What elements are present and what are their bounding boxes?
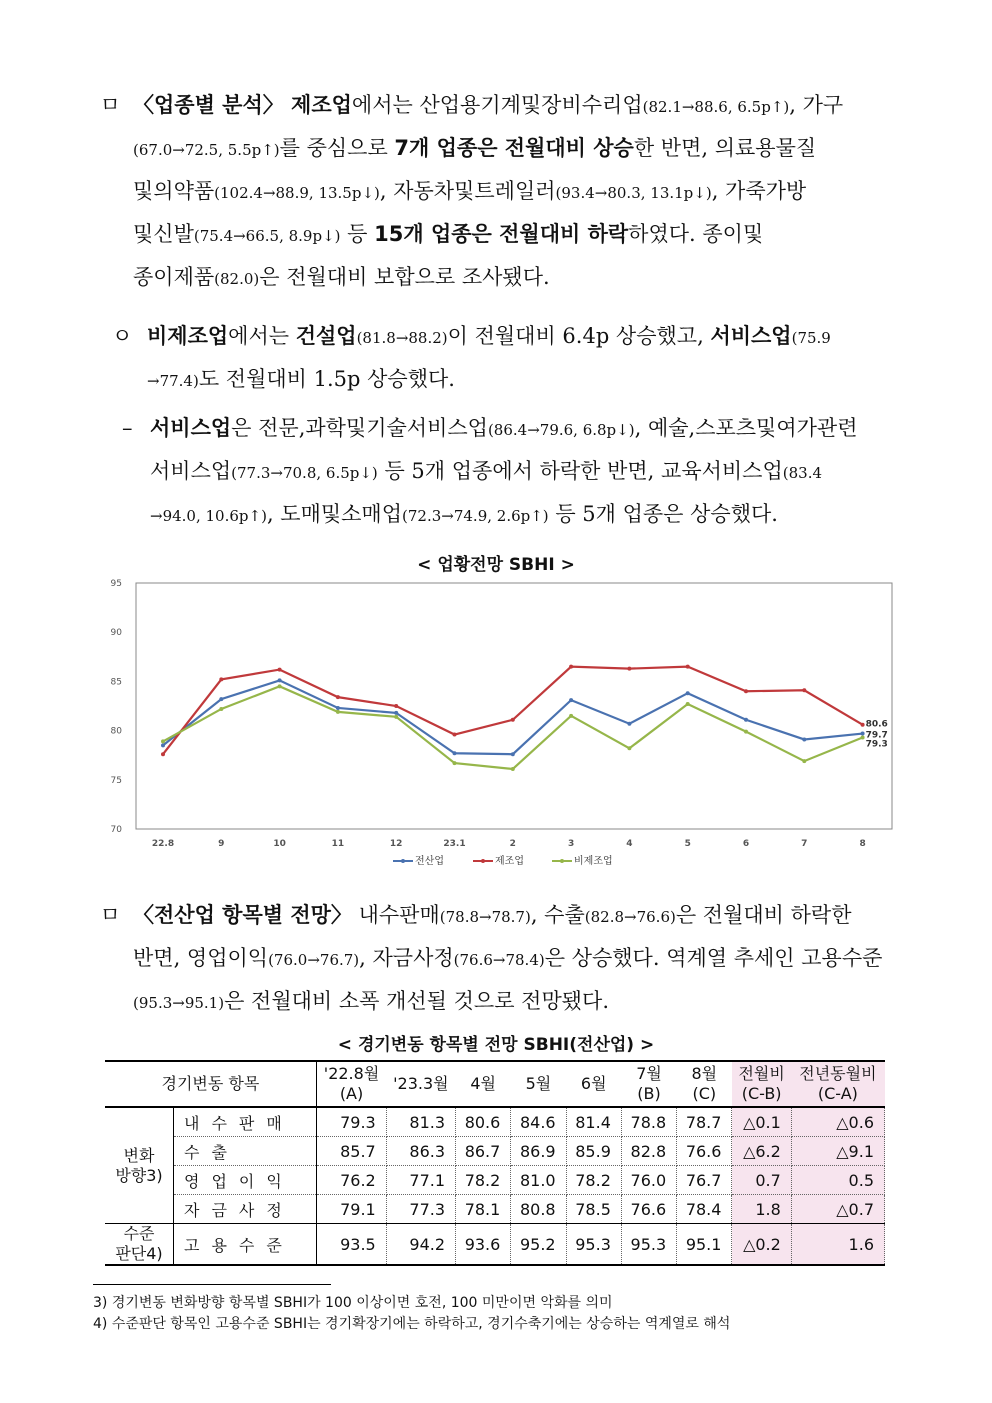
footnote-4: 4) 수준판단 항목인 고용수준 SBHI는 경기확장기에는 하락하고, 경기수축기에는 상승하는 역계열로 해석: [93, 1316, 731, 1332]
section4-line-1: 〈전산업 항목별 전망〉 내수판매(78.8→78.7), 수출(82.8→76.6)은 전월대비 하락한: [133, 903, 852, 927]
table-cell: 95.2: [511, 1224, 566, 1266]
section4-line-3: (95.3→95.1)은 전월대비 소폭 개선될 것으로 전망됐다.: [133, 989, 609, 1013]
data-point: [453, 751, 457, 755]
section1-paragraph: [133, 85, 898, 300]
section2-line-2: →77.4)도 전월대비 1.5p 상승했다.: [147, 367, 455, 391]
group-label: 수준 판단4): [105, 1224, 174, 1266]
data-point: [394, 711, 398, 715]
table-cell: 76.2: [316, 1166, 386, 1195]
x-tick-label: 9: [218, 839, 225, 849]
header-col-1: '22.8월 (A): [316, 1061, 386, 1107]
section1-line-3: 및의약품(102.4→88.9, 13.5p↓), 자동차및트레일러(93.4→80.3, 13.1p↓), 가죽가방: [133, 179, 807, 203]
table-cell: 86.7: [456, 1137, 511, 1166]
item-label: 고용수준: [174, 1224, 317, 1266]
data-point: [569, 665, 573, 669]
data-point: [453, 761, 457, 765]
table-cell: 78.2: [566, 1166, 621, 1195]
data-point: [802, 737, 806, 741]
data-point: [219, 707, 223, 711]
data-point: [744, 730, 748, 734]
header-col-5: 6월: [566, 1061, 621, 1107]
legend-marker: [401, 859, 405, 863]
table-cell: 0.7: [732, 1166, 791, 1195]
table-cell: 78.1: [456, 1195, 511, 1224]
table-cell: △0.7: [791, 1195, 884, 1224]
data-point: [569, 714, 573, 718]
table-cell: 0.5: [791, 1166, 884, 1195]
x-tick-label: 10: [273, 839, 286, 849]
x-tick-label: 3: [567, 839, 575, 849]
y-tick-label: 80: [110, 726, 122, 737]
header-col-3: 4월: [456, 1061, 511, 1107]
table-cell: 94.2: [386, 1224, 455, 1266]
legend-marker: [481, 859, 485, 863]
y-tick-label: 75: [110, 775, 122, 786]
data-point: [861, 735, 865, 739]
table-cell: △0.6: [791, 1107, 884, 1137]
data-point: [161, 752, 165, 756]
table-cell: 79.1: [316, 1195, 386, 1224]
data-point: [278, 668, 282, 672]
table-cell: △6.2: [732, 1137, 791, 1166]
table-cell: 95.3: [621, 1224, 676, 1266]
data-point: [802, 688, 806, 692]
data-point: [394, 715, 398, 719]
x-tick-label: 11: [331, 839, 345, 849]
table-cell: 95.1: [677, 1224, 732, 1266]
table-cell: 78.4: [677, 1195, 732, 1224]
data-point: [336, 695, 340, 699]
table-cell: 78.8: [621, 1107, 676, 1137]
data-point: [453, 733, 457, 737]
table-cell: 76.7: [677, 1166, 732, 1195]
table-cell: 77.1: [386, 1166, 455, 1195]
table-cell: 81.3: [386, 1107, 455, 1137]
data-point: [744, 718, 748, 722]
table-cell: 95.3: [566, 1224, 621, 1266]
section1-line-1: 〈업종별 분석〉 제조업에서는 산업용기계및장비수리업(82.1→88.6, 6.5p↑), 가구: [133, 93, 844, 117]
footnote-divider: [93, 1284, 331, 1285]
table-cell: 1.8: [732, 1195, 791, 1224]
data-point: [686, 691, 690, 695]
section1-line-2: (67.0→72.5, 5.5p↑)를 중심으로 7개 업종은 전월대비 상승한 반면, 의료용물질: [133, 136, 817, 160]
section3-paragraph: [150, 408, 898, 537]
y-tick-label: 85: [110, 677, 122, 688]
table-cell: 93.6: [456, 1224, 511, 1266]
table-cell: 78.7: [677, 1107, 732, 1137]
table-cell: 84.6: [511, 1107, 566, 1137]
header-col-7: 8월 (C): [677, 1061, 732, 1107]
end-value-label: 79.7: [865, 730, 888, 741]
table-cell: 76.6: [621, 1195, 676, 1224]
y-tick-label: 70: [110, 825, 122, 835]
sbhi-table: [105, 1060, 885, 1266]
legend-label: 비제조업: [574, 856, 613, 867]
table-row: [105, 1166, 885, 1195]
table-cell: 93.5: [316, 1224, 386, 1266]
data-point: [744, 689, 748, 693]
data-point: [627, 746, 631, 750]
x-tick-label: 2: [509, 839, 516, 849]
section4-line-2: 반면, 영업이익(76.0→76.7), 자금사정(76.6→78.4)은 상승했다. 역계열 추세인 고용수준: [133, 946, 883, 970]
data-point: [686, 702, 690, 706]
table-cell: 78.2: [456, 1166, 511, 1195]
data-point: [219, 677, 223, 681]
table-row: [105, 1137, 885, 1166]
y-tick-label: 90: [110, 628, 122, 639]
section3-line-1: 서비스업은 전문,과학및기술서비스업(86.4→79.6, 6.8p↓), 예술,스포츠및여가관련: [150, 416, 858, 440]
data-point: [569, 698, 573, 702]
x-tick-label: 8: [859, 839, 866, 849]
end-value-label: 80.6: [865, 719, 888, 730]
section4-bullet: ㅁ: [100, 903, 121, 927]
data-point: [161, 743, 165, 747]
item-label: 영업이익: [174, 1166, 317, 1195]
table-cell: 81.4: [566, 1107, 621, 1137]
data-point: [861, 723, 865, 727]
data-point: [627, 722, 631, 726]
item-label: 내수판매: [174, 1107, 317, 1137]
footnote-3: 3) 경기변동 변화방향 항목별 SBHI가 100 이상이면 호전, 100 미만이면 악화를 의미: [93, 1295, 613, 1311]
table-cell: 80.8: [511, 1195, 566, 1224]
table-cell: 86.9: [511, 1137, 566, 1166]
legend-marker: [560, 859, 564, 863]
section4-paragraph: [133, 895, 898, 1024]
x-tick-label: 23.1: [443, 839, 466, 849]
data-point: [161, 739, 165, 743]
section1-line-4: 및신발(75.4→66.5, 8.9p↓) 등 15개 업종은 전월대비 하락하였다. 종이및: [133, 222, 764, 246]
plot-area: [136, 583, 892, 829]
table-cell: △0.1: [732, 1107, 791, 1137]
end-value-label: 79.3: [865, 739, 888, 750]
header-col-8: 전월비 (C-B): [732, 1061, 791, 1107]
legend-label: 전산업: [415, 856, 444, 867]
header-col-2: '23.3월: [386, 1061, 455, 1107]
section3-bullet: –: [122, 416, 133, 440]
data-point: [511, 718, 515, 722]
x-tick-label: 12: [389, 839, 403, 849]
table-cell: 77.3: [386, 1195, 455, 1224]
table-title: < 경기변동 항목별 전망 SBHI(전산업) >: [337, 1035, 655, 1055]
header-col-9: 전년동월비 (C-A): [791, 1061, 884, 1107]
table-cell: 76.0: [621, 1166, 676, 1195]
table-row: [105, 1224, 885, 1266]
y-tick-label: 95: [110, 579, 122, 589]
table-cell: 76.6: [677, 1137, 732, 1166]
table-row: [105, 1107, 885, 1137]
x-tick-label: 6: [742, 839, 750, 849]
table-cell: △9.1: [791, 1137, 884, 1166]
x-tick-label: 7: [801, 839, 808, 849]
section2-paragraph: [147, 316, 897, 402]
sbhi-line-chart: [100, 572, 900, 872]
data-point: [336, 710, 340, 714]
table-cell: 80.6: [456, 1107, 511, 1137]
data-point: [802, 759, 806, 763]
table-cell: 78.5: [566, 1195, 621, 1224]
table-cell: 81.0: [511, 1166, 566, 1195]
table-header-row: [105, 1061, 885, 1107]
table-cell: 86.3: [386, 1137, 455, 1166]
x-tick-label: 22.8: [151, 839, 175, 849]
section3-line-2: 서비스업(77.3→70.8, 6.5p↓) 등 5개 업종에서 하락한 반면, 교육서비스업(83.4: [150, 459, 823, 483]
section2-bullet: ㅇ: [112, 324, 133, 348]
data-point: [627, 667, 631, 671]
data-point: [336, 706, 340, 710]
item-label: 수출: [174, 1137, 317, 1166]
section3-line-3: →94.0, 10.6p↑), 도매및소매업(72.3→74.9, 2.6p↑) 등 5개 업종은 상승했다.: [150, 502, 778, 526]
table-cell: 1.6: [791, 1224, 884, 1266]
x-tick-label: 5: [684, 839, 691, 849]
table-row: [105, 1195, 885, 1224]
table-cell: 85.7: [316, 1137, 386, 1166]
table-cell: 85.9: [566, 1137, 621, 1166]
data-point: [219, 697, 223, 701]
x-tick-label: 4: [626, 839, 633, 849]
chart-title: < 업황전망 SBHI >: [417, 555, 575, 575]
table-cell: 79.3: [316, 1107, 386, 1137]
data-point: [511, 767, 515, 771]
data-point: [278, 684, 282, 688]
section1-line-5: 종이제품(82.0)은 전월대비 보합으로 조사됐다.: [133, 265, 550, 289]
table-cell: △0.2: [732, 1224, 791, 1266]
header-col-4: 5월: [511, 1061, 566, 1107]
section2-line-1: 비제조업에서는 건설업(81.8→88.2)이 전월대비 6.4p 상승했고, 서비스업(75.9: [147, 324, 831, 348]
data-point: [278, 678, 282, 682]
data-point: [861, 732, 865, 736]
data-point: [511, 752, 515, 756]
legend-label: 제조업: [495, 856, 524, 867]
data-point: [394, 704, 398, 708]
header-category: 경기변동 항목: [105, 1061, 316, 1107]
section1-bullet: ㅁ: [100, 93, 121, 117]
header-col-6: 7월 (B): [621, 1061, 676, 1107]
data-point: [686, 665, 690, 669]
group-label: 변화 방향3): [105, 1107, 174, 1224]
item-label: 자금사정: [174, 1195, 317, 1224]
table-cell: 82.8: [621, 1137, 676, 1166]
